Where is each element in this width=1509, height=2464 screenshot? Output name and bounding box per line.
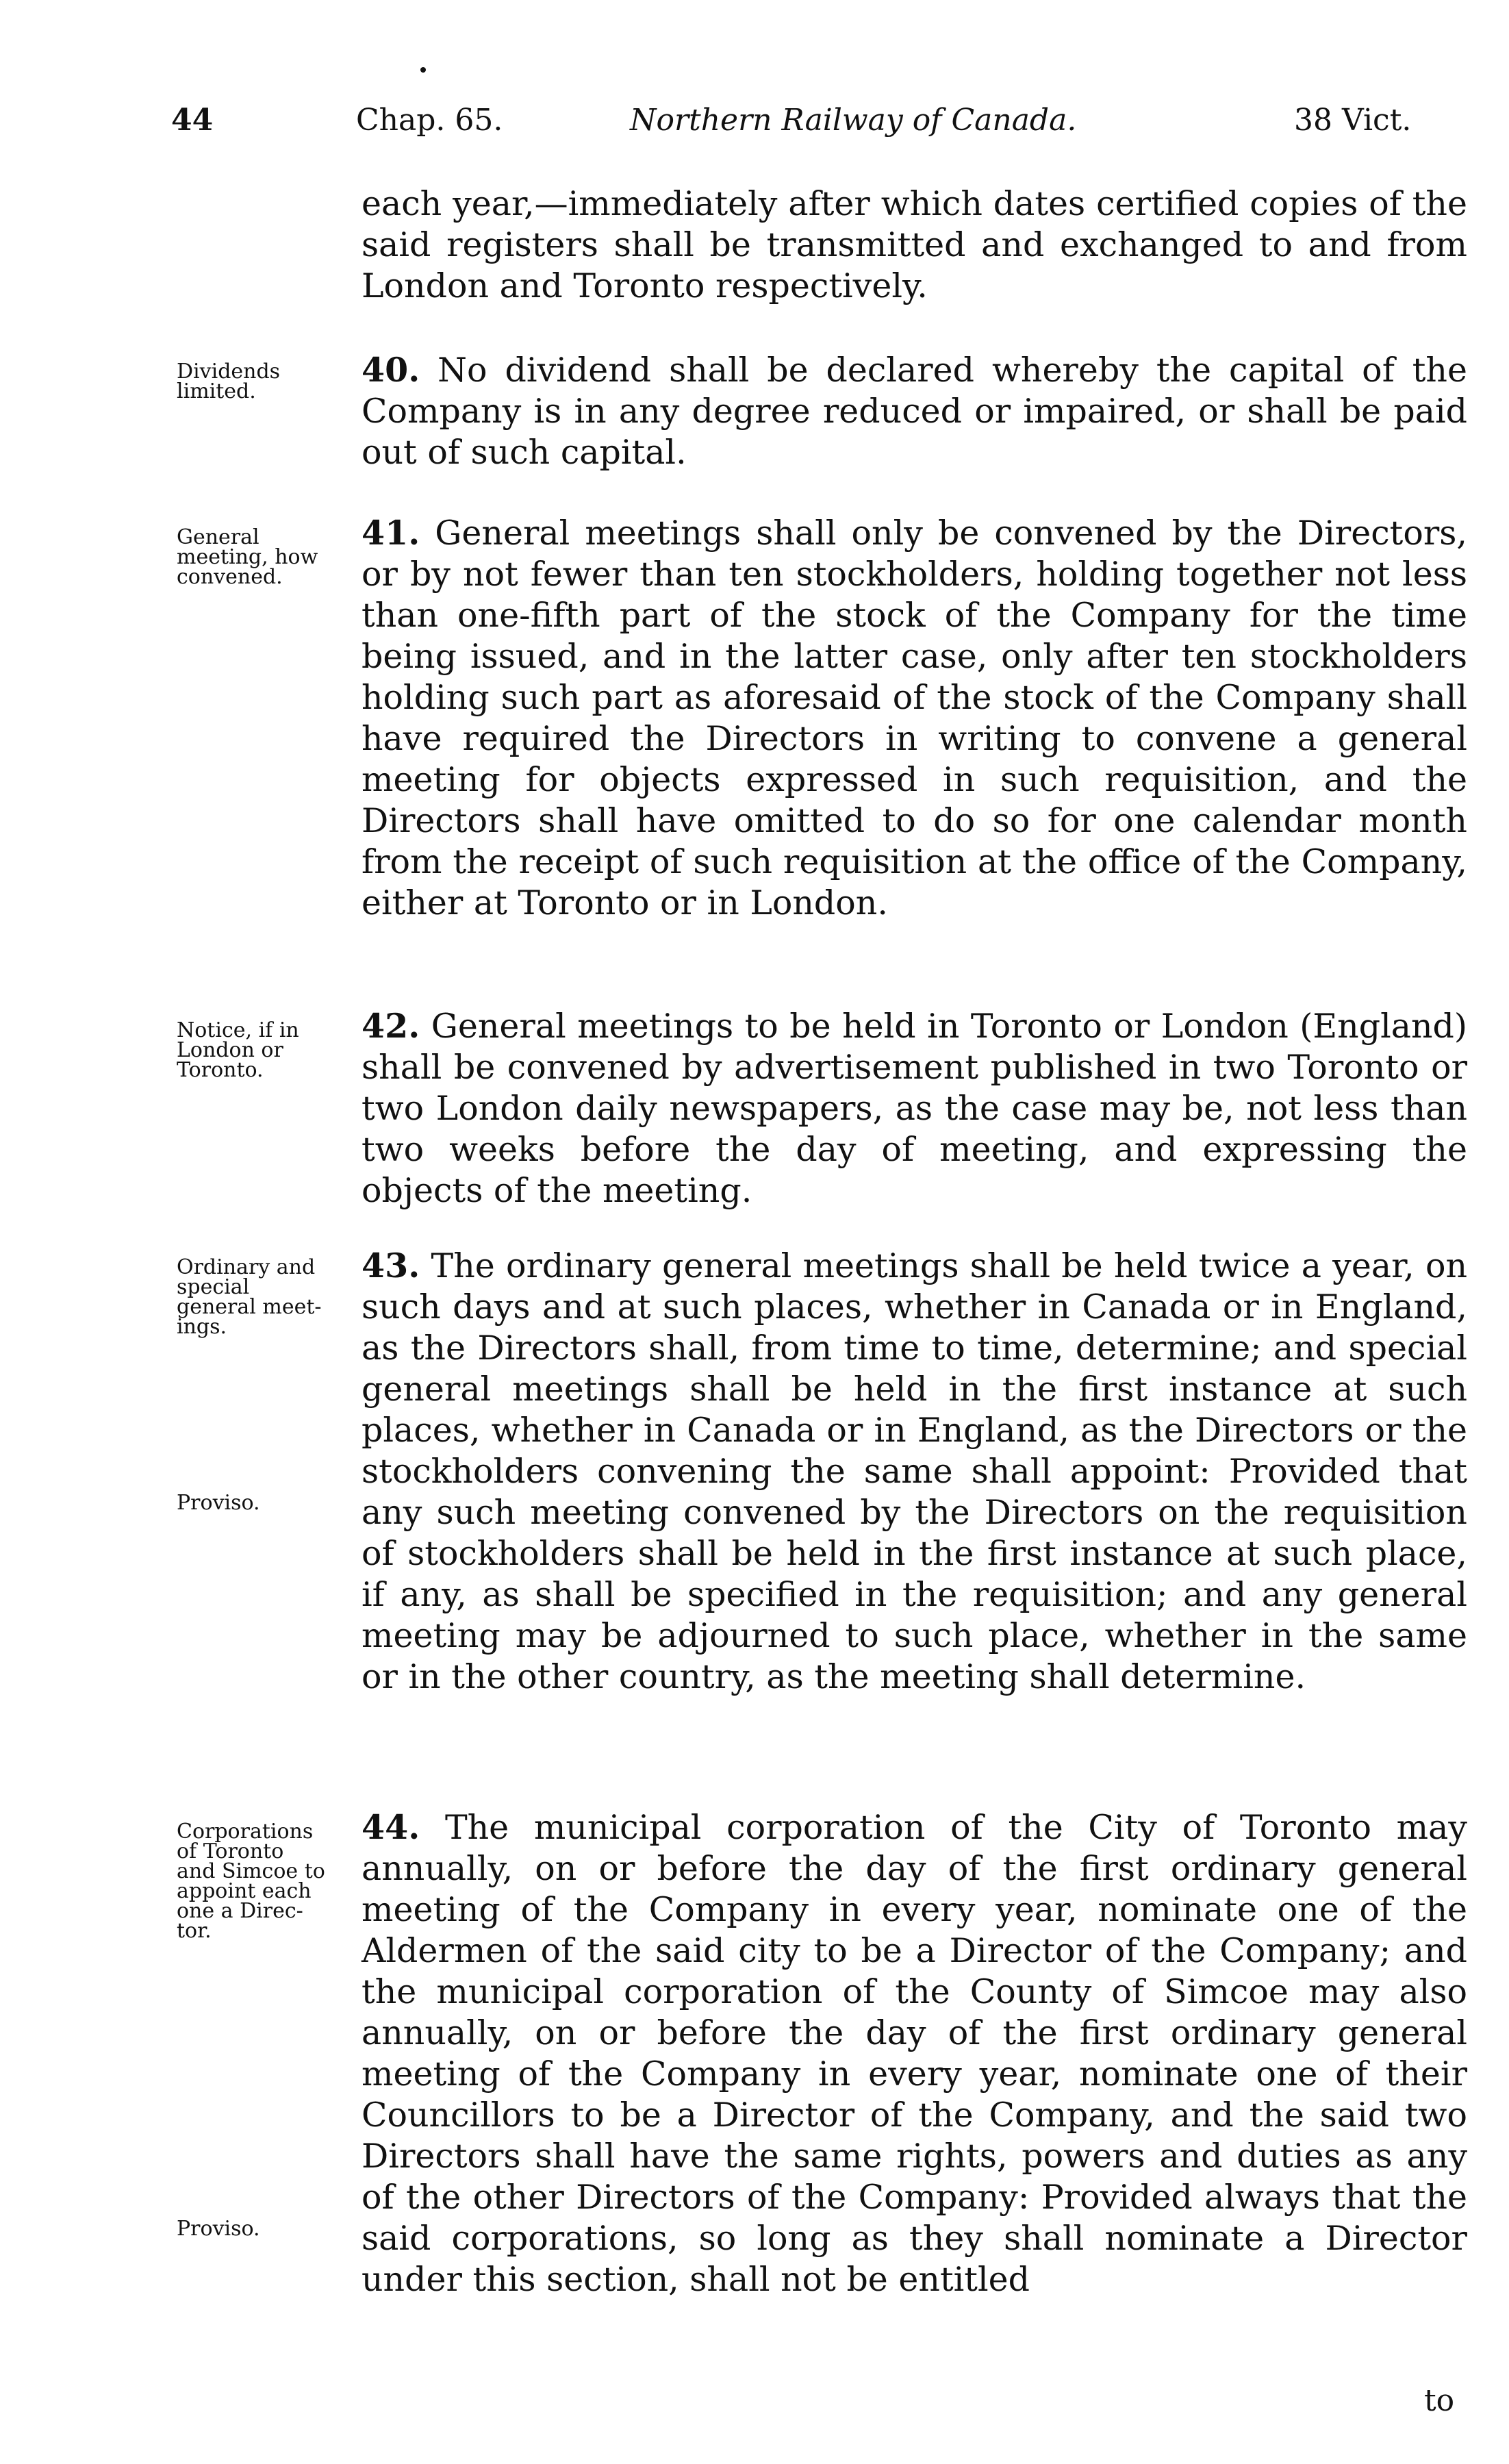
margin-note-ordinary-special: Ordinary and special general meet- ings.: [177, 1255, 322, 1339]
running-title: Northern Railway of Canada.: [630, 103, 1077, 138]
section-number: 41.: [362, 513, 420, 553]
section-number: 40.: [362, 350, 420, 390]
section-44: [362, 1807, 1467, 2300]
regnal-year: 38 Vict.: [1294, 103, 1412, 138]
section-text: General meetings to be held in Toronto or London (England) shall be convened by advertisement published in two Toronto or two London daily newspapers, as the case may be, not less than two weeks before the day of meeting, and expressing the objects of the meeting.: [362, 1007, 1468, 1210]
section-40: [362, 349, 1467, 473]
section-text: No dividend shall be declared whereby the capital of the Company is in any degree reduced or impaired, or shall be paid out of such capital.: [362, 351, 1467, 472]
section-41: [362, 512, 1467, 924]
margin-note-general-meeting: General meeting, how convened.: [177, 525, 318, 589]
section-number: 43.: [362, 1246, 420, 1285]
margin-note-proviso: Proviso.: [177, 2217, 260, 2241]
page-header: [0, 103, 1509, 158]
margin-note-corporations: Corporations of Toronto and Simcoe to appoint each one a Direc- tor.: [177, 1820, 325, 1943]
section-text: General meetings shall only be convened by the Directors, or by not fewer than ten stockholders, holding together not less than one-fifth part of the stock of the Company for the time being issued, and in the latter case, only after ten stockholders holding such part as aforesaid of the stock of the Company shall have required the Directors in writing to convene a general meeting for objects expressed in such requisition, and the Directors shall have omitted to do so for one calendar month from the receipt of such requisition at the office of the Company, either at Toronto or in London.: [362, 514, 1467, 922]
section-number: 44.: [362, 1807, 420, 1847]
page-number: 44: [171, 103, 214, 138]
section-number: 42.: [362, 1006, 420, 1046]
margin-note-dividends: Dividends limited.: [177, 360, 281, 403]
chapter-label: Chap. 65.: [356, 103, 503, 138]
section-text: The ordinary general meetings shall be held twice a year, on such days and at such places, whether in Canada or in England, as the Directors shall, from time to time, determine; and special general meetings shall be held in the first instance at such places, whether in Canada or in England, as the Directors or the stockholders convening the same shall appoint: Provided that any such meeting convened by the Directors on the requisition of stockholders shall be held in the first instance at such place, if any, as shall be specified in the requisition; and any general meeting may be adjourned to such place, whether in the same or in the other country, as the meeting shall determine.: [362, 1246, 1468, 1696]
continuation-paragraph: each year,—immediately after which dates certified copies of the said registers shall be transmitted and exchanged to and from London and Toronto respectively.: [362, 184, 1467, 305]
margin-note-notice: Notice, if in London or Toronto.: [177, 1018, 299, 1082]
section-42: [362, 1005, 1467, 1211]
printer-mark: [420, 67, 426, 73]
margin-note-proviso: Proviso.: [177, 1491, 260, 1515]
section-43: [362, 1245, 1467, 1698]
catchword: to: [1424, 2383, 1455, 2418]
section-text: The municipal corporation of the City of Toronto may annually, on or before the day of the first ordinary general meeting of the Company in every year, nominate one of the Aldermen of the said city to be a Director of the Company; and the municipal corporation of the County of Simcoe may also annually, on or before the day of the first ordinary general meeting of the Company in every year, nominate one of their Councillors to be a Director of the Company, and the said two Directors shall have the same rights, powers and duties as any of the other Directors of the Company: Provided always that the said corporations, so long as they shall nominate a Director under this section, shall not be entitled: [362, 1808, 1467, 2299]
